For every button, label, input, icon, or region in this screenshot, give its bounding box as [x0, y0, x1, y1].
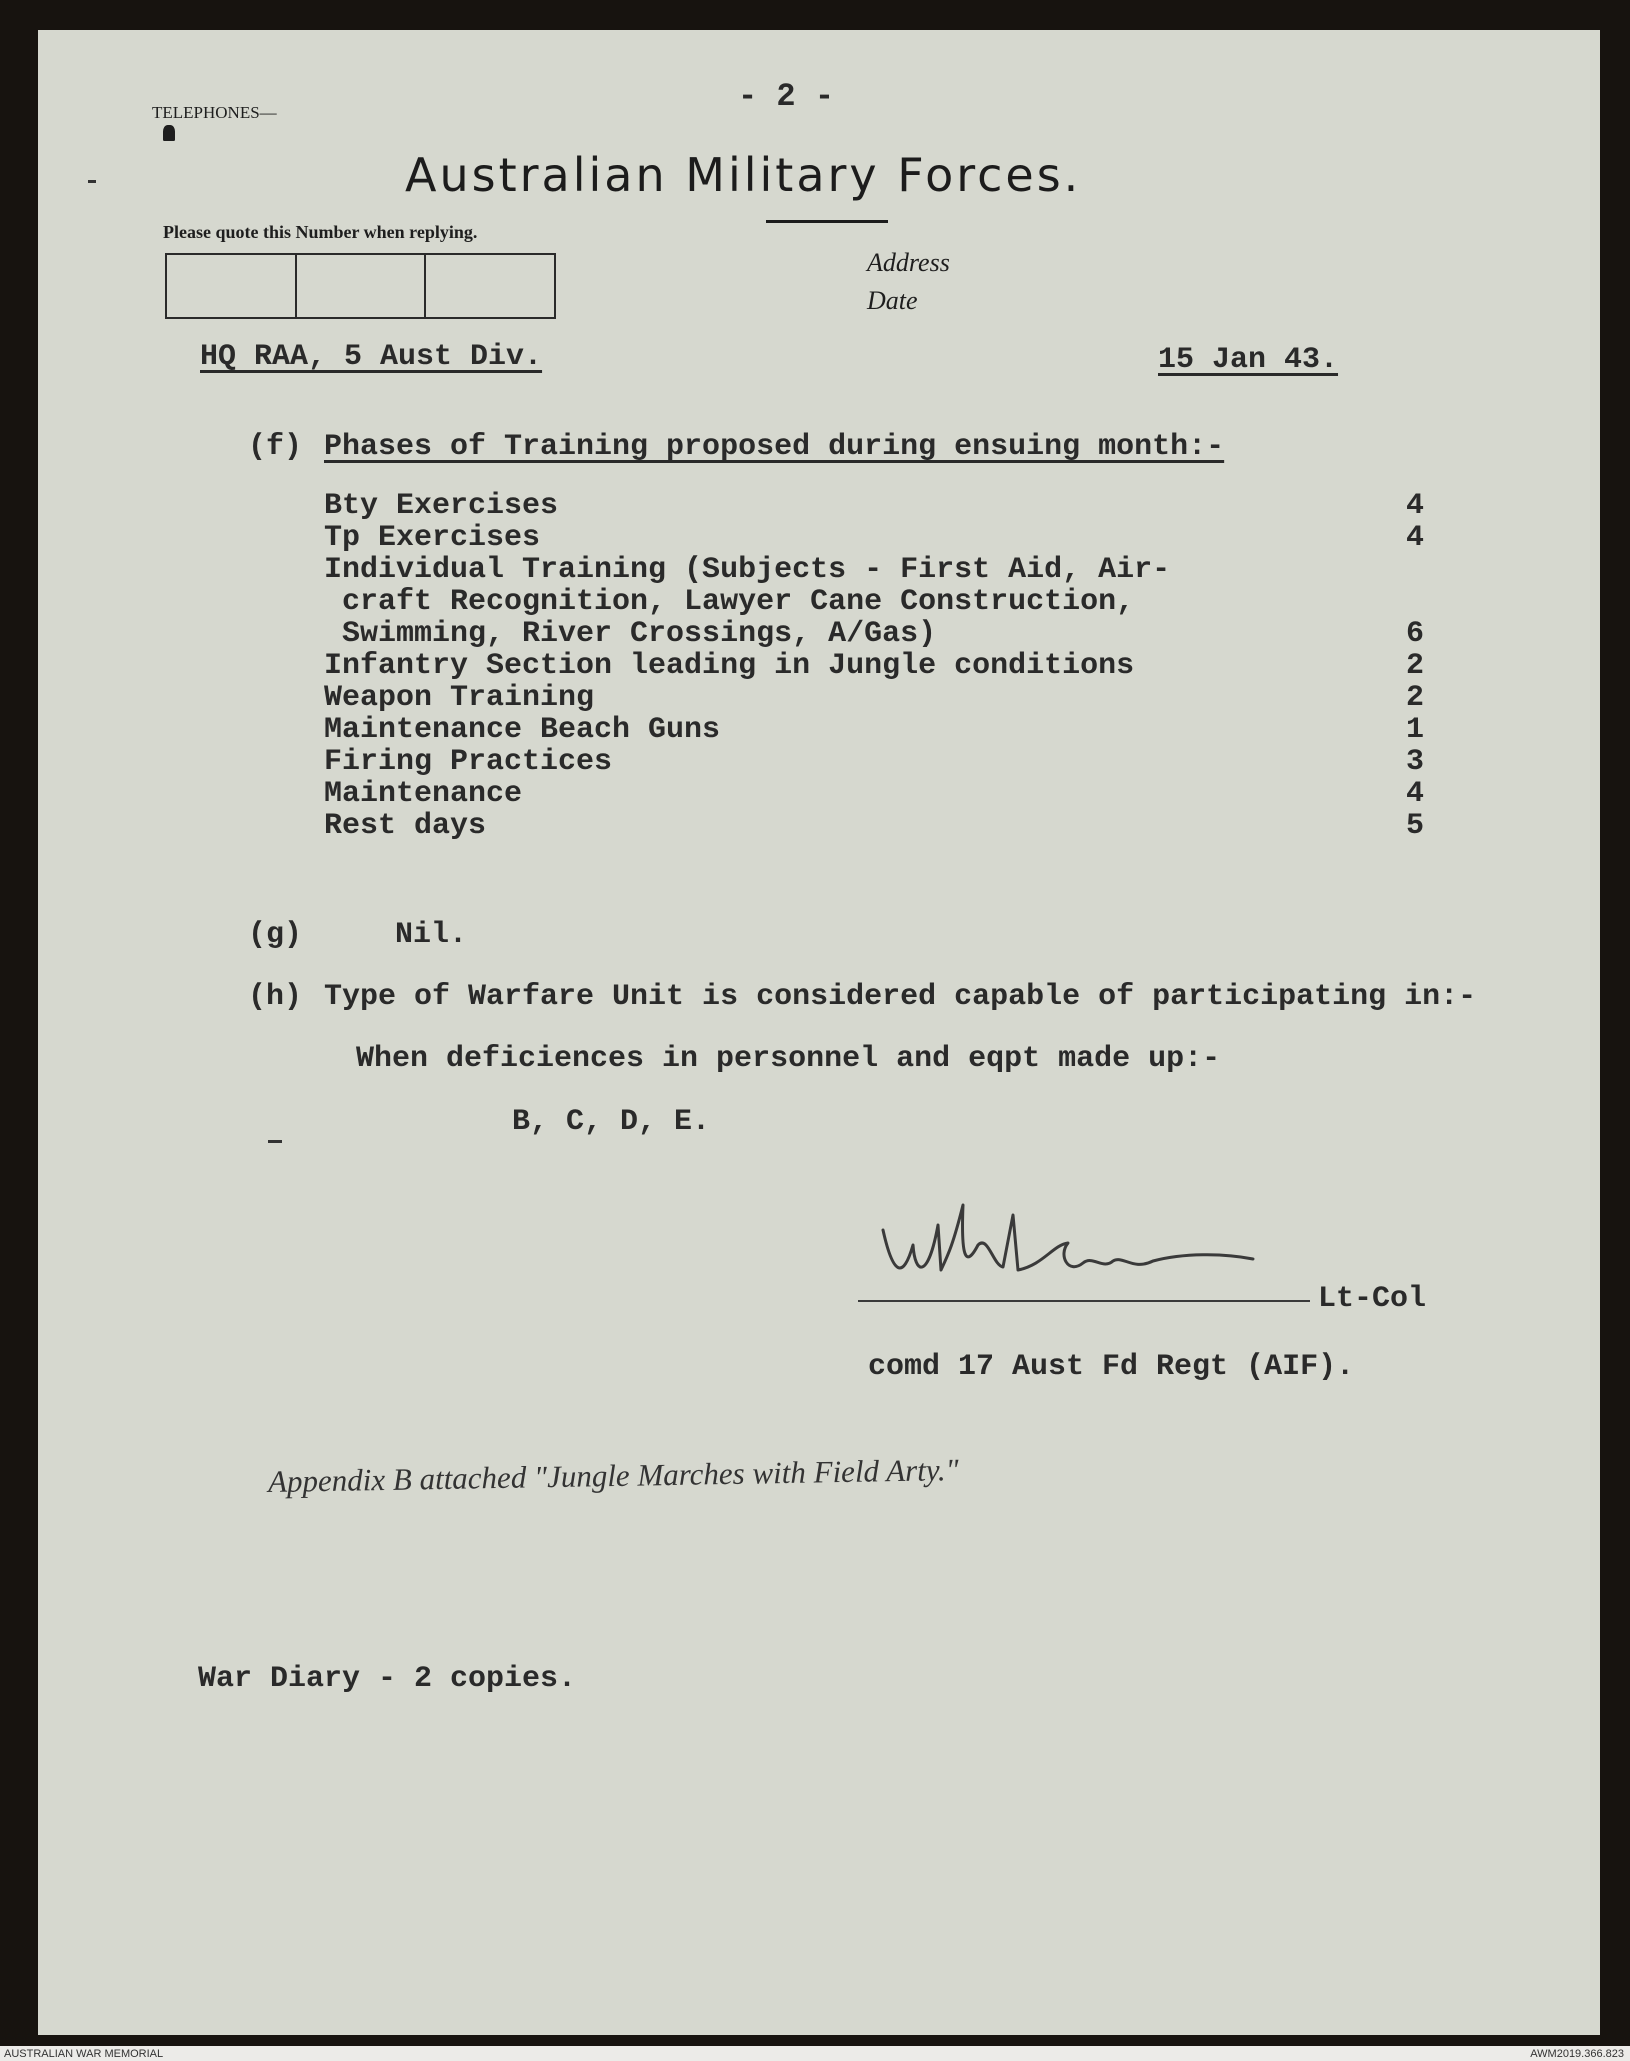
training-list [324, 490, 1424, 842]
item-label-line: Swimming, River Crossings, A/Gas) [324, 617, 937, 651]
reference-number-boxes [165, 253, 556, 319]
item-days: 4 [1405, 521, 1424, 555]
date-label: Date [867, 286, 918, 315]
list-item [324, 746, 1424, 778]
item-label: Infantry Section leading in Jungle conditions [324, 649, 1135, 683]
item-label: Maintenance Beach Guns [324, 713, 721, 747]
item-days: 1 [1405, 713, 1424, 747]
list-item [324, 714, 1424, 746]
margin-mark [268, 1140, 282, 1143]
section-h-types: B, C, D, E. [512, 1105, 711, 1139]
section-g-text: Nil. [395, 918, 468, 952]
item-label: Bty Exercises [324, 489, 559, 523]
item-label [324, 554, 1170, 650]
item-label: Firing Practices [324, 745, 613, 779]
section-g-marker: (g) [248, 918, 303, 952]
address-label: Address [867, 248, 950, 277]
footer-accession-number: AWM2019.366.823 [1530, 2048, 1624, 2060]
list-item [324, 554, 1424, 650]
list-item [324, 522, 1424, 554]
page-number: - 2 - [738, 78, 835, 115]
margin-mark [88, 180, 96, 183]
item-label-line: craft Recognition, Lawyer Cane Construction, [324, 585, 1135, 619]
quote-instruction: Please quote this Number when replying. [163, 222, 478, 242]
section-f-title: Phases of Training proposed during ensuing month:- [324, 430, 1225, 464]
item-label: Rest days [324, 809, 487, 843]
item-days: 4 [1405, 489, 1424, 523]
signatory-rank: Lt-Col [1318, 1282, 1427, 1316]
reference-box-2 [297, 255, 427, 317]
from-unit: HQ RAA, 5 Aust Div. [200, 340, 543, 374]
item-days: 6 [1405, 617, 1424, 651]
item-days: 4 [1405, 777, 1424, 811]
signatory-appointment: comd 17 Aust Fd Regt (AIF). [868, 1350, 1355, 1384]
telephones-label: TELEPHONES— [152, 103, 277, 122]
item-label: Weapon Training [324, 681, 595, 715]
item-days: 3 [1405, 745, 1424, 779]
organisation-heading: Australian Military Forces. [405, 148, 1082, 202]
list-item [324, 778, 1424, 810]
reference-box-3 [426, 255, 554, 317]
list-item [324, 650, 1424, 682]
signature [853, 1185, 1323, 1295]
list-item [324, 490, 1424, 522]
footer-archive-name: AUSTRALIAN WAR MEMORIAL [4, 2048, 164, 2060]
section-h-condition: When deficiences in personnel and eqpt made up:- [356, 1042, 1221, 1076]
document-page [38, 30, 1600, 2035]
ink-mark-icon [163, 125, 175, 141]
item-days: 2 [1405, 649, 1424, 683]
letter-date: 15 Jan 43. [1158, 343, 1339, 377]
list-item [324, 682, 1424, 714]
signature-line [858, 1300, 1310, 1302]
section-h-text: Type of Warfare Unit is considered capable of participating in:- [324, 980, 1477, 1014]
list-item [324, 810, 1424, 842]
heading-rule [766, 220, 888, 223]
section-h-marker: (h) [248, 980, 303, 1014]
handwritten-annotation: Appendix B attached "Jungle Marches with Field Arty." [267, 1451, 959, 1500]
signature-mark [853, 1185, 1323, 1295]
distribution-note: War Diary - 2 copies. [198, 1662, 577, 1696]
item-label: Maintenance [324, 777, 523, 811]
item-days: 2 [1405, 681, 1424, 715]
reference-box-1 [167, 255, 297, 317]
section-f-marker: (f) [248, 430, 303, 464]
item-label: Tp Exercises [324, 521, 541, 555]
item-label-line: Individual Training (Subjects - First Aid, Air- [324, 553, 1171, 587]
item-days: 5 [1405, 809, 1424, 843]
